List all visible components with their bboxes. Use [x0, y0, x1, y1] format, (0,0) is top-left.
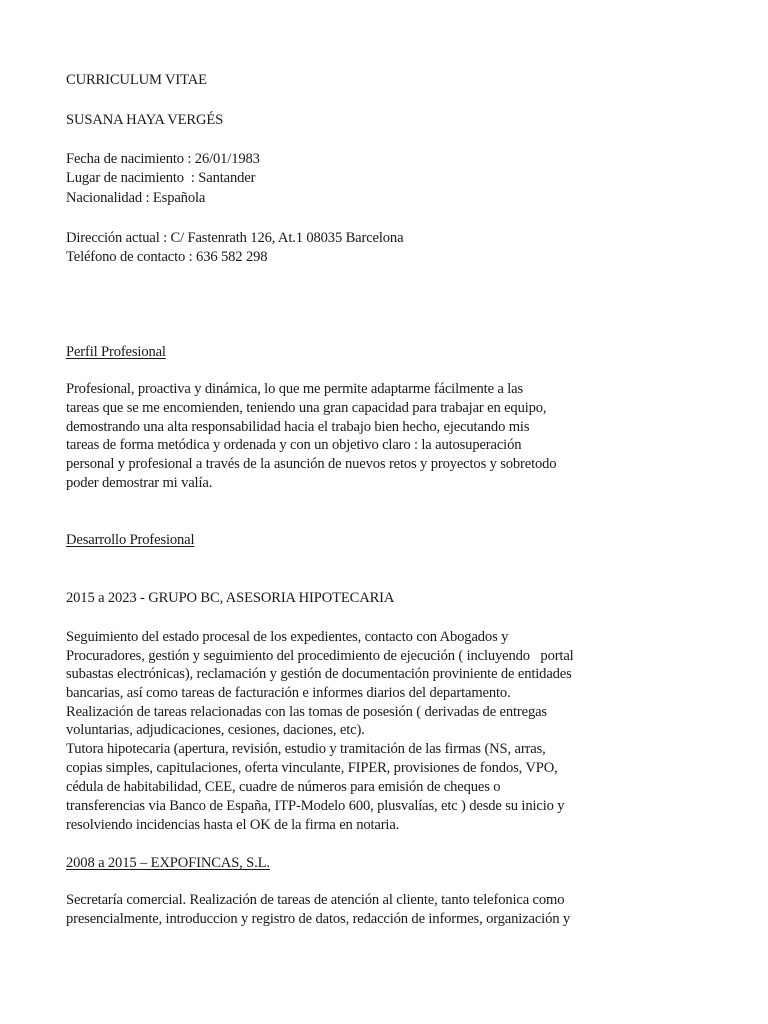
- job1-title: 2015 a 2023 - GRUPO BC, ASESORIA HIPOTECARIA: [66, 590, 395, 606]
- job2-title: 2008 a 2015 – EXPOFINCAS, S.L.: [66, 855, 270, 871]
- profile-line: demostrando una alta responsabilidad hacia el trabajo bien hecho, ejecutando mis: [66, 419, 530, 435]
- job1-line: Procuradores, gestión y seguimiento del procedimiento de ejecución ( incluyendo portal: [66, 648, 574, 664]
- profile-line: personal y profesional a través de la asunción de nuevos retos y proyectos y sobretodo: [66, 456, 557, 472]
- job1-line: transferencias via Banco de España, ITP-Modelo 600, plusvalías, etc ) desde su inicio y: [66, 798, 565, 814]
- address: Dirección actual : C/ Fastenrath 126, At.1 08035 Barcelona: [66, 230, 404, 246]
- job1-line: Seguimiento del estado procesal de los expedientes, contacto con Abogados y: [66, 629, 509, 645]
- profile-heading: Perfil Profesional: [66, 344, 166, 360]
- job1-line: copias simples, capitulaciones, oferta vinculante, FIPER, provisiones de fondos, VPO,: [66, 760, 558, 776]
- candidate-name: SUSANA HAYA VERGÉS: [66, 112, 224, 128]
- job2-line: presencialmente, introduccion y registro de datos, redacción de informes, organización y: [66, 911, 571, 927]
- birth-date: Fecha de nacimiento : 26/01/1983: [66, 151, 260, 167]
- job1-line: Realización de tareas relacionadas con las tomas de posesión ( derivadas de entregas: [66, 704, 547, 720]
- profile-line: Profesional, proactiva y dinámica, lo que me permite adaptarme fácilmente a las: [66, 381, 523, 397]
- career-heading: Desarrollo Profesional: [66, 532, 195, 548]
- job1-line: Tutora hipotecaria (apertura, revisión, estudio y tramitación de las firmas (NS, arras,: [66, 741, 546, 757]
- phone: Teléfono de contacto : 636 582 298: [66, 249, 268, 265]
- job1-line: bancarias, así como tareas de facturación e informes diarios del departamento.: [66, 685, 511, 701]
- job1-line: cédula de habitabilidad, CEE, cuadre de números para emisión de cheques o: [66, 779, 501, 795]
- nationality: Nacionalidad : Española: [66, 190, 206, 206]
- birth-place: Lugar de nacimiento : Santander: [66, 170, 256, 186]
- profile-line: poder demostrar mi valía.: [66, 475, 213, 491]
- profile-line: tareas de forma metódica y ordenada y con un objetivo claro : la autosuperación: [66, 437, 522, 453]
- job1-line: voluntarias, adjudicaciones, cesiones, daciones, etc).: [66, 722, 365, 738]
- profile-line: tareas que se me encomienden, teniendo una gran capacidad para trabajar en equipo,: [66, 400, 547, 416]
- job2-line: Secretaría comercial. Realización de tareas de atención al cliente, tanto telefonica como: [66, 892, 565, 908]
- job1-line: resolviendo incidencias hasta el OK de la firma en notaria.: [66, 817, 400, 833]
- document-title: CURRICULUM VITAE: [66, 72, 207, 88]
- job1-line: subastas electrónicas), reclamación y gestión de documentación proviniente de entidades: [66, 666, 572, 682]
